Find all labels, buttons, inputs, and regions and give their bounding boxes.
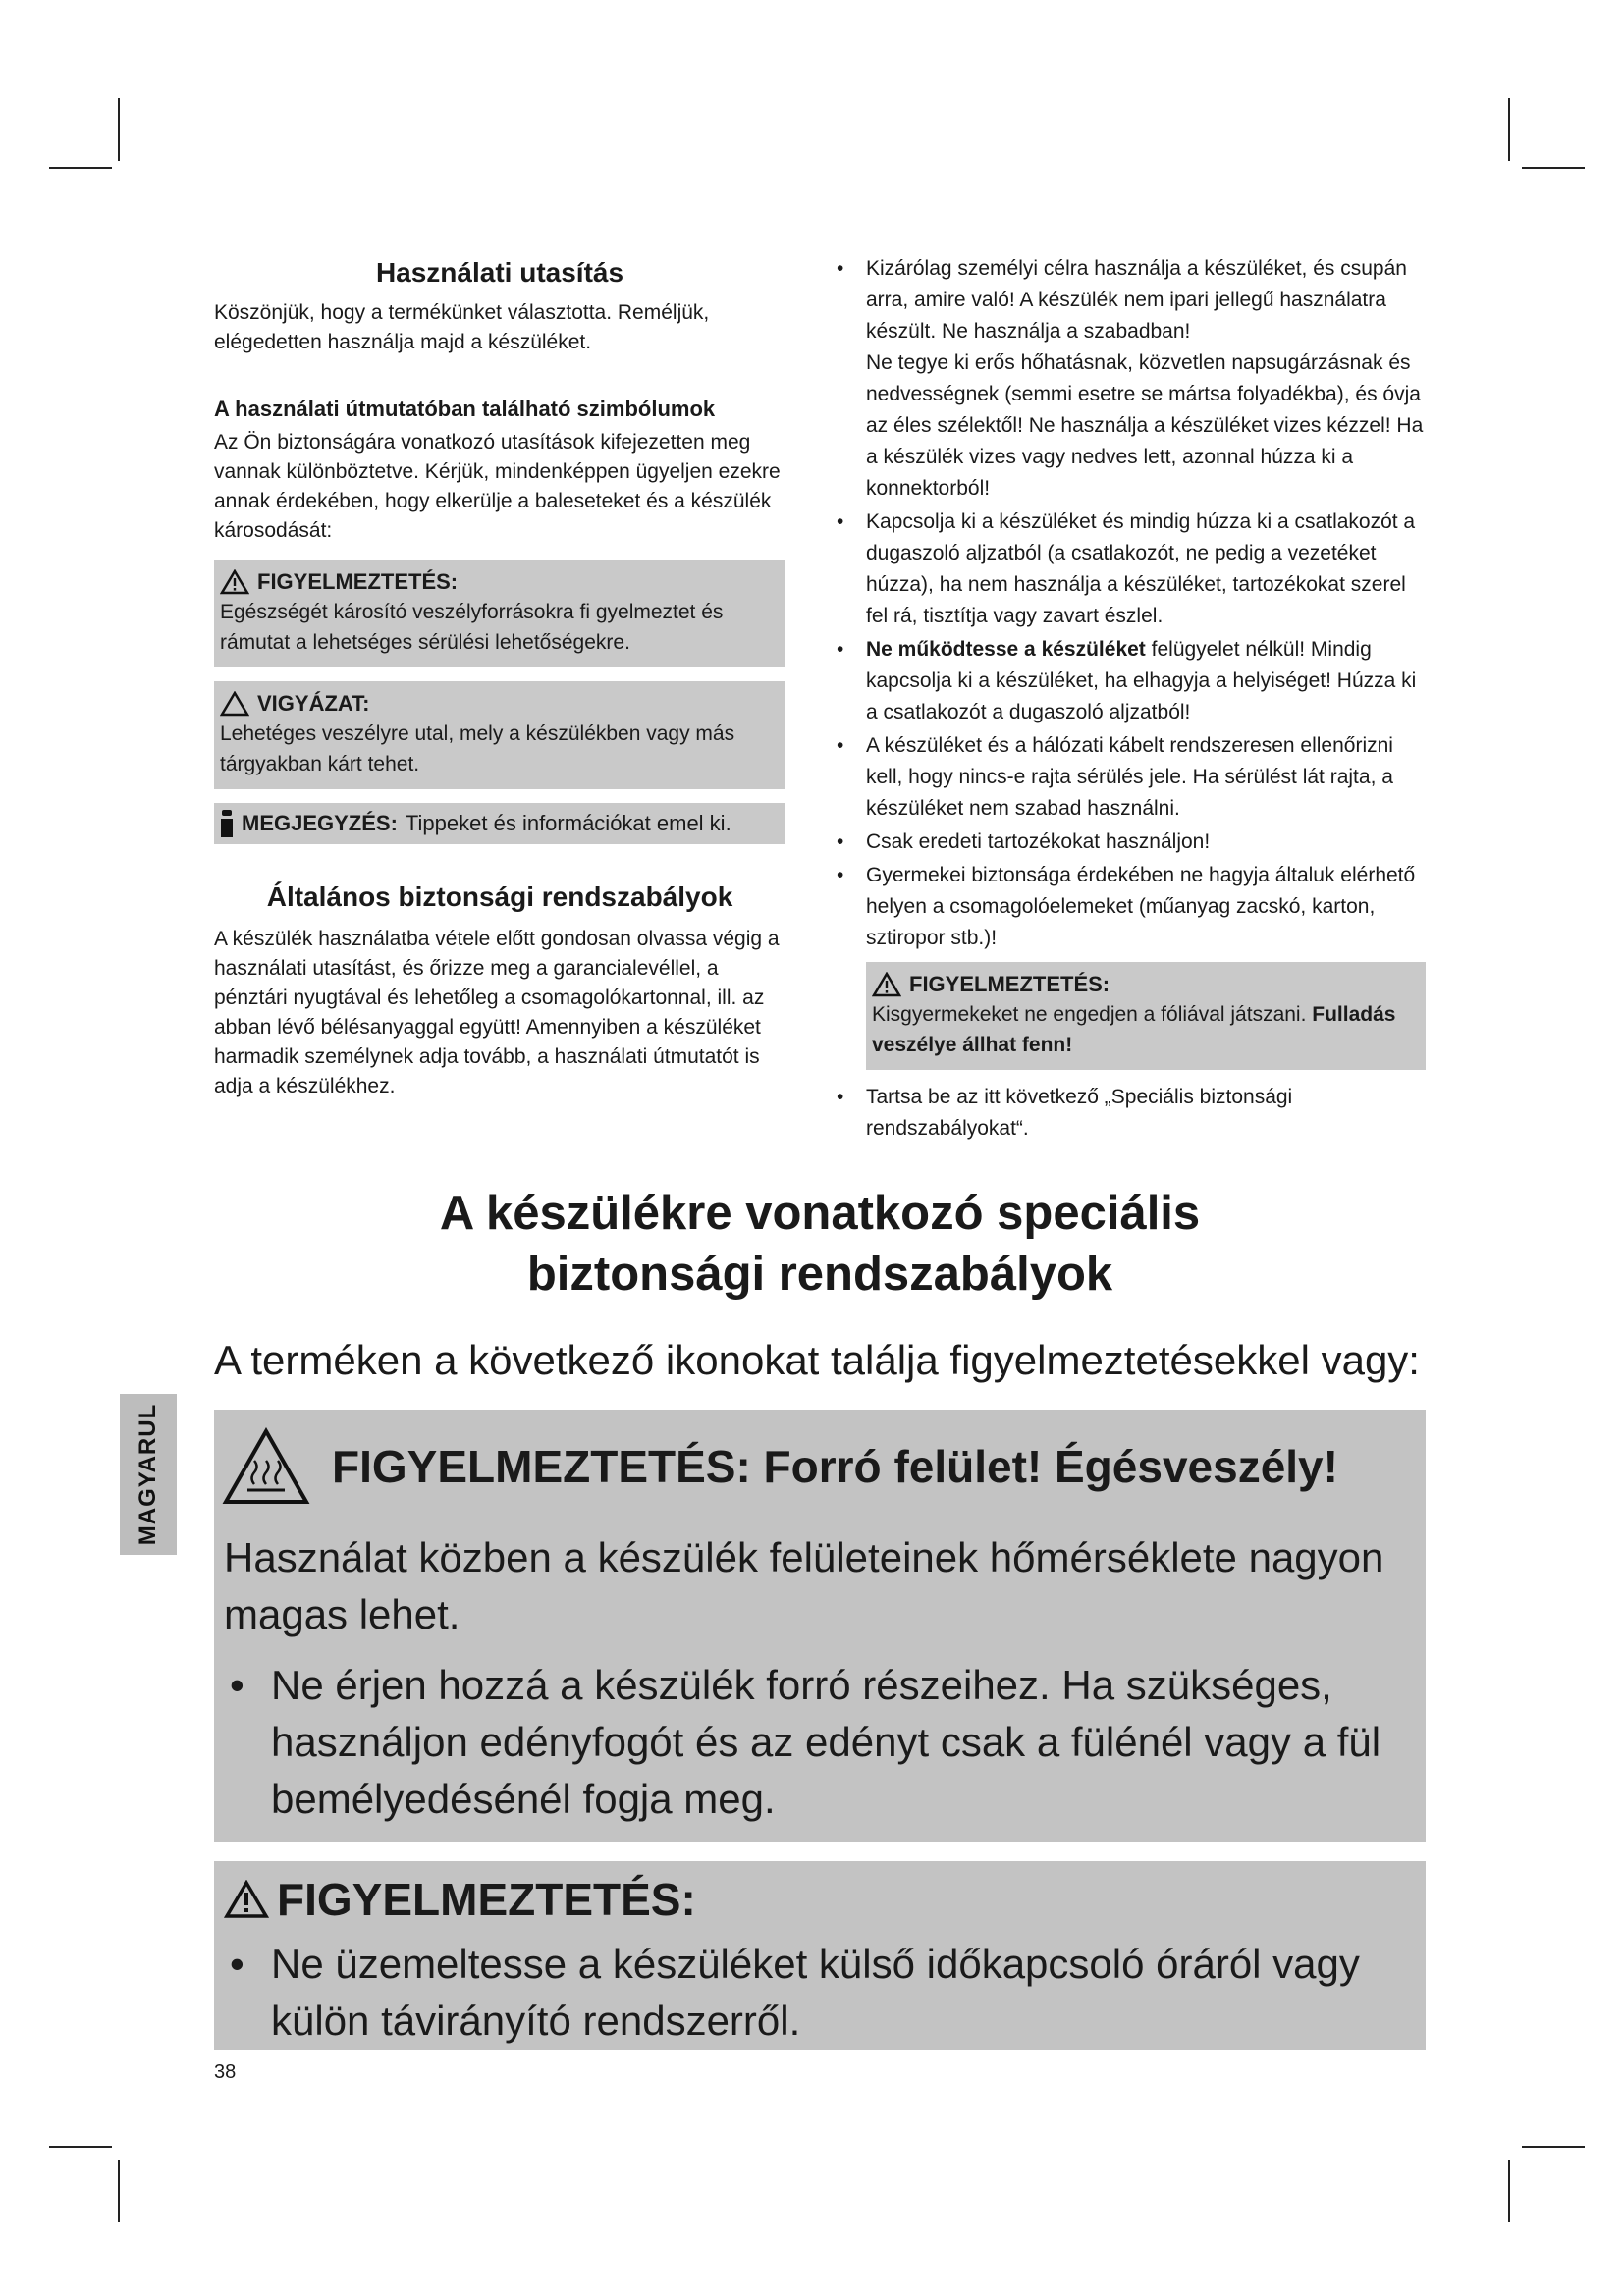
warning-triangle-icon (872, 972, 901, 997)
caution-triangle-icon (220, 691, 249, 717)
warning-label: FIGYELMEZTETÉS: (257, 569, 459, 594)
info-icon (220, 810, 234, 837)
page-title: Használati utasítás (375, 257, 624, 288)
list-item: • Kizárólag személyi célra használja a készüléket, és csupán arra, amire való! A készülék nem ipari jellegű használatra készült. Ne használja a szabadban! Ne tegye ki erős hőhatásnak, közvetlen napsugárzásnak és nedvességnek (semmi esetre se mártsa folyadékba), és óvja az éles szélektől! Ne használja a készüléket vizes kézzel! Ha a készülék vizes vagy nedves lett, azonnal húzza ki a konnektorból! (835, 253, 1426, 505)
crop-mark (49, 2146, 112, 2148)
timer-warning-heading: FIGYELMEZTETÉS: (277, 1874, 696, 1925)
crop-mark (1522, 167, 1585, 169)
safety-list (835, 253, 1426, 954)
caution-label: VIGYÁZAT: (257, 691, 370, 716)
hot-surface-text: Használat közben a készülék felületeinek hőmérséklete nagyon magas lehet. (224, 1534, 1384, 1637)
special-safety-title: A készülékre vonatkozó speciális biztonsági rendszabályok (439, 1187, 1201, 1301)
crop-mark (118, 2160, 120, 2222)
page-number: 38 (214, 2061, 237, 2083)
warning-text: Egészségét károsító veszélyforrásokra fi gyelmeztet és rámutat a lehetséges sérülési lehetőségekre. (220, 601, 724, 654)
list-item: • Kapcsolja ki a készüléket és mindig húzza ki a csatlakozót a dugaszoló aljzatból (a csatlakozót, ne pedig a vezetéket húzza), ha nem használja a készüléket, tartozékokat szerel fel rá, tisztítja vagy zavart észlel. (835, 507, 1426, 632)
timer-warning-bullet: • Ne üzemeltesse a készüléket külső időkapcsoló óráról vagy külön távirányító rendszerről. (224, 1936, 1417, 2050)
note-box (214, 803, 785, 844)
warning-label: FIGYELMEZTETÉS: (909, 972, 1110, 996)
hot-surface-bullet: • Ne érjen hozzá a készülék forró részeihez. Ha szükséges, használjon edényfogót és az edényt csak a fülénél vagy a fül bemélyedésénél fogja meg. (224, 1657, 1417, 1828)
crop-mark (49, 167, 112, 169)
crop-mark (118, 98, 120, 161)
list-item: • Ne működtesse a készüléket felügyelet nélkül! Mindig kapcsolja ki a készüléket, ha elhagyja a helyiséget! Húzza ki a csatlakozót a dugaszoló aljzatból! (835, 634, 1426, 728)
list-item: • Gyermekei biztonsága érdekében ne hagyja általuk elérhető helyen a csomagolóelemeket (műanyag zacskó, karton, sztiropor stb.)! (835, 860, 1426, 954)
crop-mark (1508, 2160, 1510, 2222)
hot-surface-warning-box (214, 1410, 1426, 1842)
note-text: Tippeket és információkat emel ki. (405, 811, 731, 835)
hot-surface-heading: FIGYELMEZTETÉS: Forró felület! Égésveszély! (332, 1441, 1338, 1492)
timer-warning-box (214, 1861, 1426, 2050)
warning-box (214, 560, 785, 667)
icons-intro: A terméken a következő ikonokat találja figyelmeztetésekkel vagy: (214, 1337, 1420, 1383)
right-column (835, 253, 1426, 1147)
general-safety-title: Általános biztonsági rendszabályok (266, 881, 733, 912)
crop-mark (1508, 98, 1510, 161)
general-safety-text: A készülék használatba vétele előtt gondosan olvassa végig a használati utasítást, és őrizze meg a garancialevéllel, a pénztári nyugtával és lehetőleg a csomagolókartonnal, ill. az abban lévő bélésanyaggal együtt! Amennyiben a készüléket harmadik személynek adja tovább, a használati útmutatót is adja a készülékhez. (214, 928, 780, 1097)
foil-warning-text: Kisgyermekeket ne engedjen a fóliával játszani. Fulladás veszélye állhat fenn! (872, 1003, 1396, 1056)
warning-triangle-icon (224, 1880, 269, 1919)
list-item: • Tartsa be az itt következő „Speciális biztonsági rendszabályokat“. (835, 1082, 1426, 1145)
list-item: • Csak eredeti tartozékokat használjon! (835, 827, 1426, 858)
language-tab: MAGYARUL (120, 1394, 177, 1555)
symbols-text: Az Ön biztonságára vonatkozó utasítások kifejezetten meg vannak különböztetve. Kérjük, mindenképpen ügyeljen ezekre annak érdekében, hogy elkerülje a baleseteket és a készülék károsodását: (214, 431, 781, 542)
left-column (214, 253, 785, 1101)
warning-triangle-icon (220, 569, 249, 595)
note-label: MEGJEGYZÉS: (242, 811, 398, 835)
intro-text: Köszönjük, hogy a termékünket választotta. Reméljük, elégedetten használja majd a készüléket. (214, 301, 710, 353)
caution-box (214, 681, 785, 789)
foil-warning-box (866, 962, 1426, 1070)
crop-mark (1522, 2146, 1585, 2148)
caution-text: Lehetéges veszélyre utal, mely a készülékben vagy más tárgyakban kárt tehet. (220, 722, 735, 775)
hot-surface-icon (222, 1427, 310, 1506)
symbols-heading: A használati útmutatóban található szimbólumok (214, 397, 716, 421)
list-item: • A készüléket és a hálózati kábelt rendszeresen ellenőrizni kell, hogy nincs-e rajta sérülés jele. Ha sérülést lát rajta, a készüléket nem szabad használni. (835, 730, 1426, 825)
